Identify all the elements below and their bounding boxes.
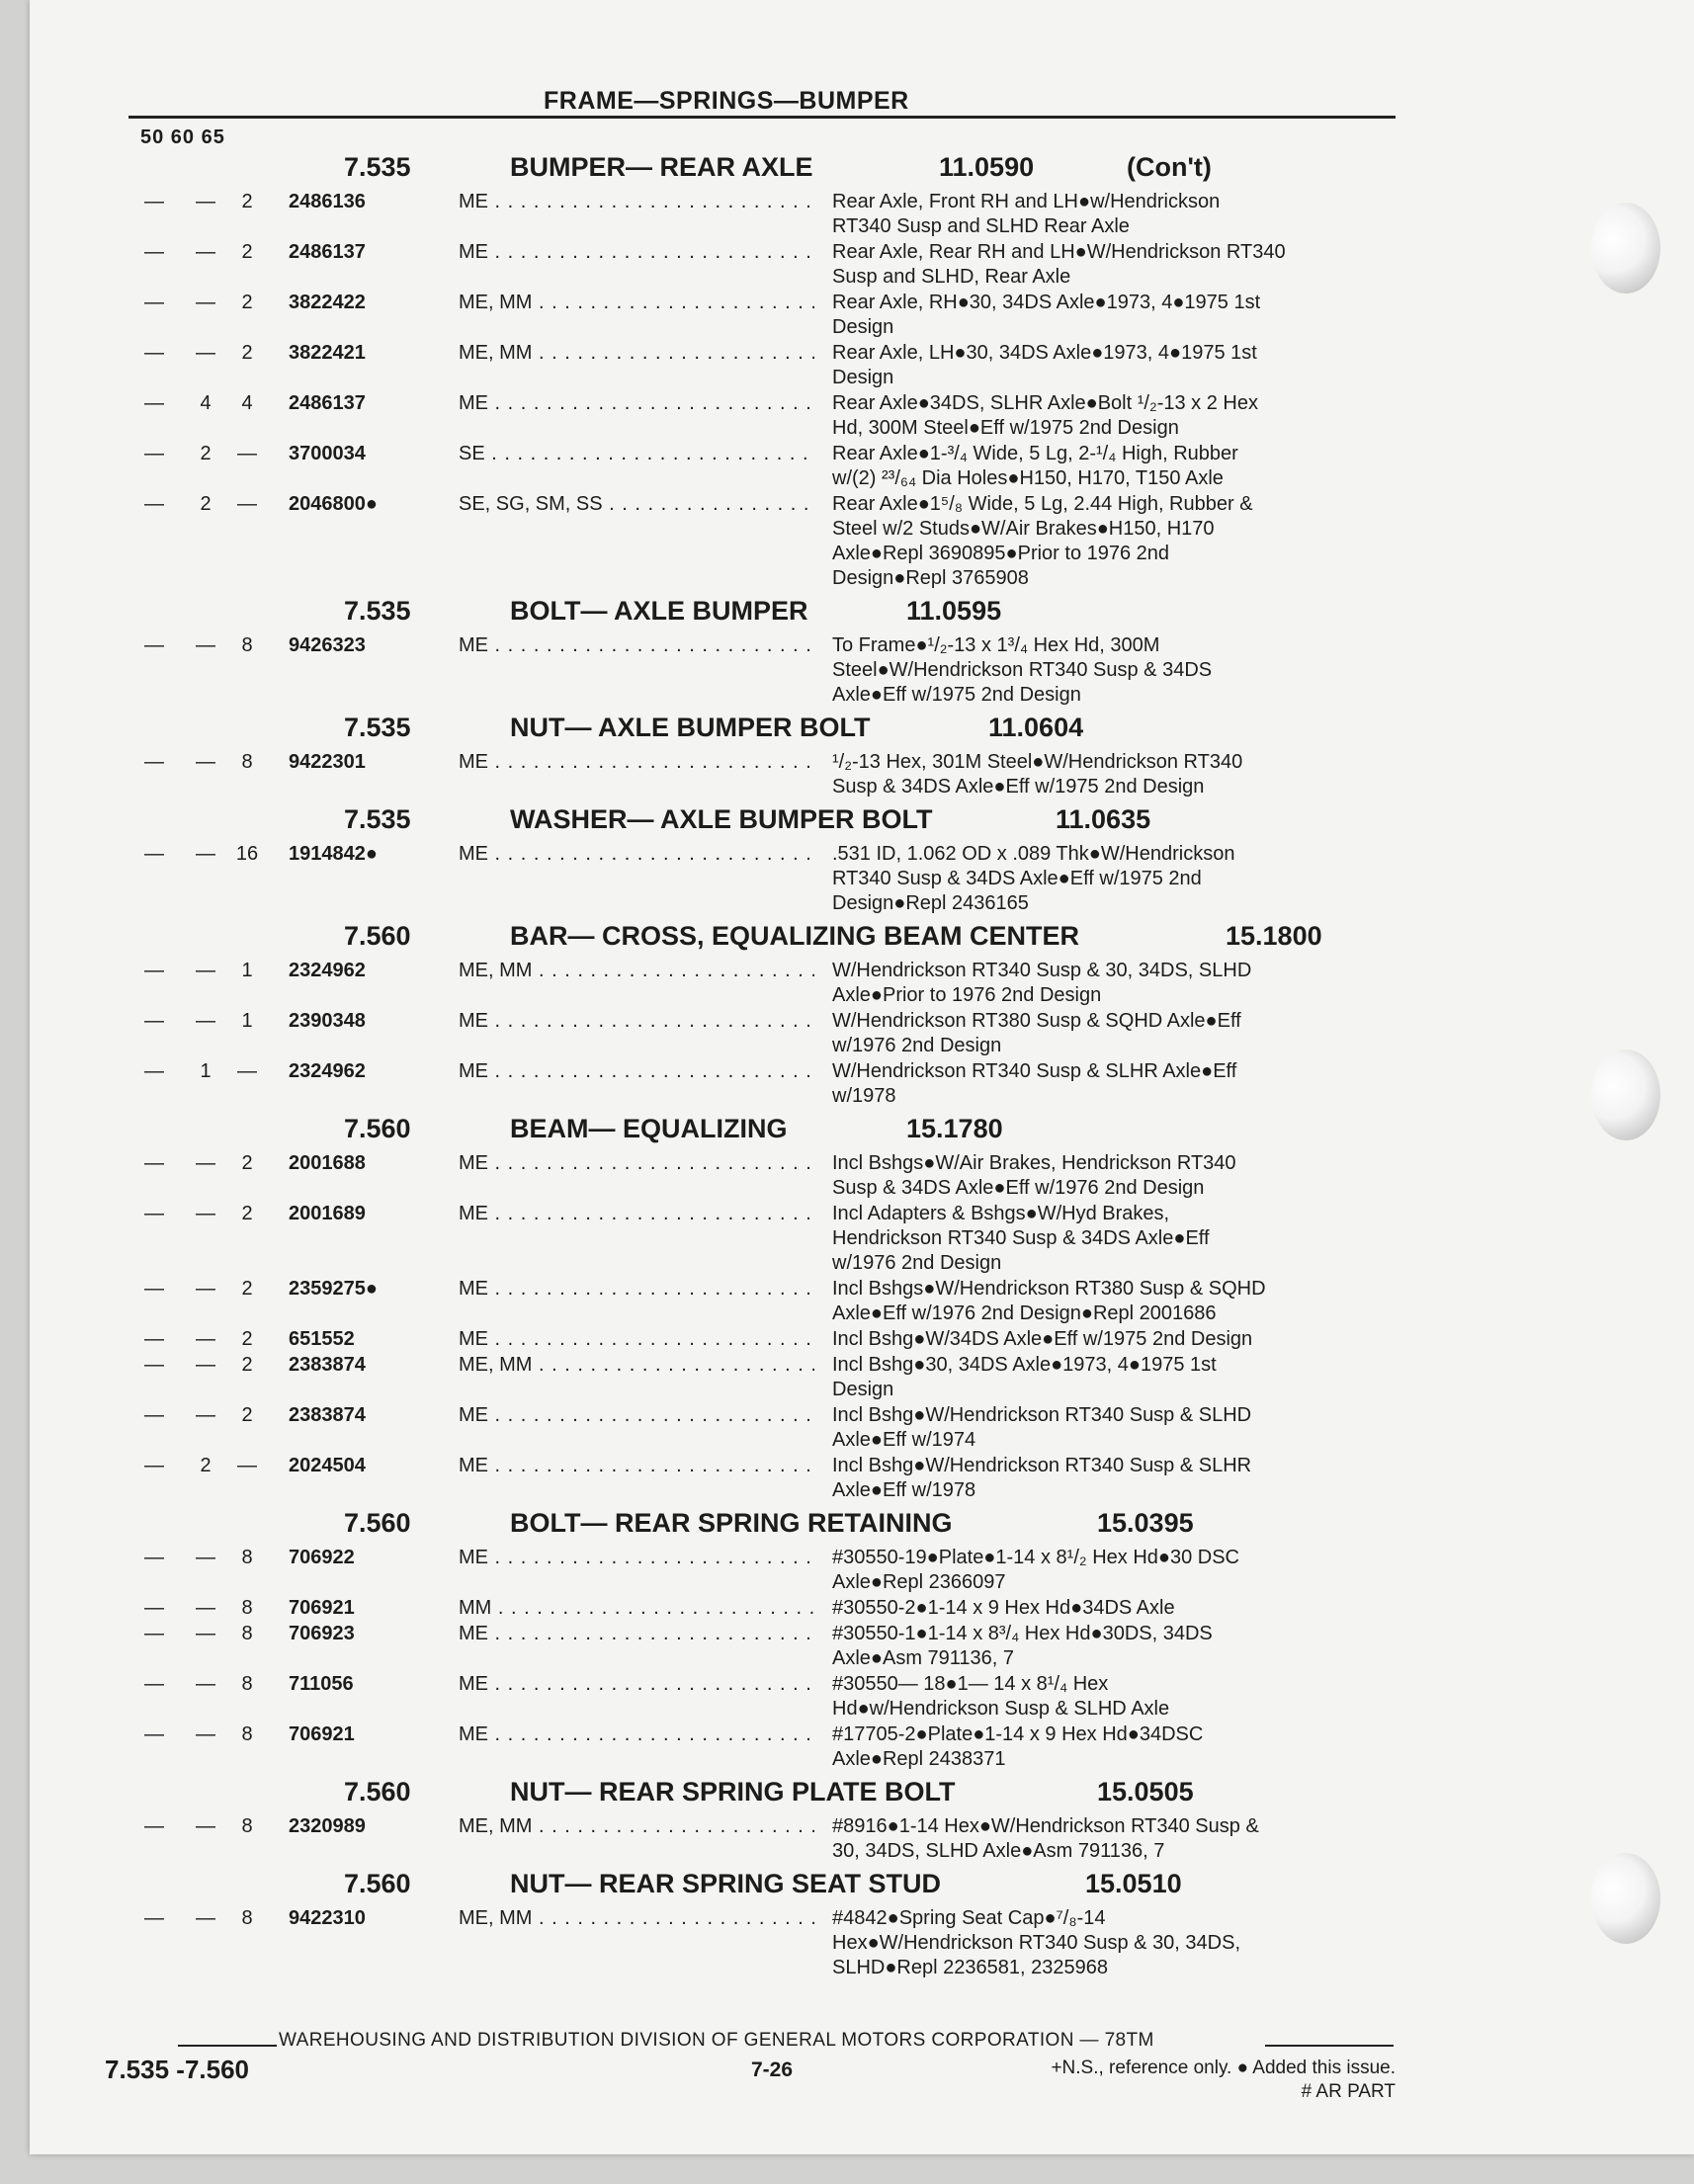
part-number: 2390348 [289,1010,366,1032]
part-description: Rear Axle, RH●30, 34DS Axle●1973, 4●1975 1st Design [832,292,1261,338]
qty-1950: — [144,493,164,515]
section-group-number: 7.535 [344,713,411,742]
section-header [30,917,1694,959]
source-codes: ME . . . [459,1622,814,1646]
part-description: Incl Adapters & Bshgs●W/Hyd Brakes, Hendrickson RT340 Susp & 34DS Axle●Eff w/1976 2nd Design [832,1203,1210,1274]
part-row [30,1403,1694,1453]
section-group-number: 7.560 [344,1869,411,1898]
part-row [30,291,1694,340]
catalog-page [30,0,1694,2154]
qty-1965: — [237,1060,257,1082]
qty-1965: — [237,493,257,515]
qty-1960: — [196,1723,215,1745]
qty-1965: — [237,443,257,464]
section-group-number: 7.535 [344,804,411,834]
part-description: #8916●1-14 Hex●W/Hendrickson RT340 Susp & 30, 34DS, SLHD Axle●Asm 791136, 7 [832,1815,1259,1862]
part-number: 9426323 [289,634,366,656]
qty-1965: 2 [241,342,253,364]
qty-1960: 2 [200,443,212,464]
model-year-columns-header: 50 60 65 [140,126,225,148]
part-description: .531 ID, 1.062 OD x .089 Thk●W/Hendrickson RT340 Susp & 34DS Axle●Eff w/1975 2nd Design●Repl 2436165 [832,843,1235,914]
qty-1960: — [196,960,215,981]
qty-1965: 8 [241,1815,253,1837]
qty-1950: — [144,443,164,464]
qty-1950: — [144,342,164,364]
part-description: #30550-19●Plate●1-14 x 8¹/₂ Hex Hd●30 DSC Axle●Repl 2366097 [832,1547,1239,1593]
source-codes: ME, MM . . . [459,291,814,315]
section-name: WASHER— AXLE BUMPER BOLT [510,804,933,834]
source-codes: SE, SG, SM, SS . . . [459,492,814,517]
part-description: Rear Axle●1⁵/₈ Wide, 5 Lg, 2.44 High, Rubber & Steel w/2 Studs●W/Air Brakes●H150, H170 Axle●Repl 3690895●Prior to 1976 2nd Design●Repl 3765908 [832,493,1253,589]
part-description: Incl Bshg●W/Hendrickson RT340 Susp & SLHR Axle●Eff w/1978 [832,1455,1252,1501]
part-description: ¹/₂-13 Hex, 301M Steel●W/Hendrickson RT340 Susp & 34DS Axle●Eff w/1975 2nd Design [832,751,1243,798]
part-row [30,1202,1694,1276]
section-group-number: 7.560 [344,1777,411,1806]
part-description: W/Hendrickson RT340 Susp & 30, 34DS, SLHD Axle●Prior to 1976 2nd Design [832,960,1252,1006]
part-number: 2320989 [289,1815,366,1837]
source-codes: ME . . . [459,1009,814,1034]
section-header [30,1110,1694,1151]
qty-1965: 2 [241,191,253,212]
section-name: BAR— CROSS, EQUALIZING BEAM CENTER [510,921,1080,951]
qty-1960: — [196,634,215,656]
part-number: 706922 [289,1547,355,1568]
section-name: NUT— AXLE BUMPER BOLT [510,713,871,742]
source-codes: ME . . . [459,1454,814,1478]
section-name: BEAM— EQUALIZING [510,1114,788,1143]
qty-1965: 2 [241,1278,253,1300]
qty-1965: 8 [241,1547,253,1568]
part-number: 706923 [289,1623,355,1644]
section-code: 15.0395 [1097,1508,1194,1538]
part-number: 706921 [289,1597,355,1619]
footer-rule [1265,2045,1394,2047]
qty-1965: 1 [241,1010,253,1032]
qty-1950: — [144,751,164,773]
section-name: BOLT— REAR SPRING RETAINING [510,1508,953,1538]
part-number: 3822422 [289,292,366,313]
part-number: 3700034 [289,443,366,464]
qty-1965: 8 [241,1597,253,1619]
section-group-number: 7.535 [344,152,411,182]
qty-1960: — [196,1547,215,1568]
qty-1965: — [237,1455,257,1476]
section-code: 15.1780 [906,1114,1003,1143]
part-description: Incl Bshgs●W/Hendrickson RT380 Susp & SQHD Axle●Eff w/1976 2nd Design●Repl 2001686 [832,1278,1266,1324]
section-group-number: 7.560 [344,1508,411,1538]
qty-1950: — [144,1815,164,1837]
part-number: 9422301 [289,751,366,773]
part-description: Incl Bshg●30, 34DS Axle●1973, 4●1975 1st Design [832,1354,1217,1400]
qty-1960: — [196,241,215,263]
legend [939,2057,1396,2104]
part-number: 2001689 [289,1203,366,1224]
part-number: 2046800● [289,493,378,515]
source-codes: ME . . . [459,1059,814,1084]
part-row [30,1353,1694,1402]
source-codes: ME . . . [459,1546,814,1570]
source-codes: ME . . . [459,240,814,265]
qty-1950: — [144,1547,164,1568]
part-row [30,1454,1694,1503]
part-row [30,1059,1694,1109]
qty-1950: — [144,191,164,212]
source-codes: ME . . . [459,633,814,658]
source-codes: ME . . . [459,1672,814,1697]
qty-1950: — [144,292,164,313]
section-header [30,1504,1694,1546]
part-number: 2383874 [289,1354,366,1376]
qty-1960: — [196,1597,215,1619]
source-codes: ME . . . [459,190,814,214]
part-number: 2359275● [289,1278,378,1300]
qty-1965: 2 [241,1328,253,1350]
section-name: BUMPER— REAR AXLE [510,152,813,182]
qty-1950: — [144,1152,164,1174]
part-row [30,240,1694,290]
source-codes: ME, MM . . . [459,1814,814,1839]
section-name: NUT— REAR SPRING PLATE BOLT [510,1777,956,1806]
section-code: 11.0590 [939,152,1035,182]
legend-line: # AR PART [1301,2081,1396,2102]
qty-1950: — [144,1010,164,1032]
part-number: 3822421 [289,342,366,364]
qty-1950: — [144,960,164,981]
section-code: 11.0635 [1056,804,1151,834]
qty-1950: — [144,1673,164,1695]
qty-1965: 8 [241,1907,253,1929]
parts-list [30,148,1694,1981]
part-row [30,1722,1694,1772]
part-description: W/Hendrickson RT380 Susp & SQHD Axle●Eff w/1976 2nd Design [832,1010,1241,1056]
part-description: #30550-2●1-14 x 9 Hex Hd●34DS Axle [832,1597,1175,1619]
qty-1960: — [196,1328,215,1350]
source-codes: ME . . . [459,1277,814,1302]
qty-1960: — [196,1623,215,1644]
qty-1965: 16 [235,843,259,865]
part-row [30,1009,1694,1058]
part-row [30,1327,1694,1352]
section-header [30,800,1694,842]
part-number: 2324962 [289,960,366,981]
qty-1965: 2 [241,1152,253,1174]
source-codes: ME . . . [459,1722,814,1747]
source-codes: MM . . . [459,1596,814,1621]
page-number: 7-26 [751,2058,794,2081]
qty-1950: — [144,1723,164,1745]
part-row [30,959,1694,1008]
section-header [30,592,1694,633]
source-codes: ME, MM . . . [459,1906,814,1931]
part-number: 706921 [289,1723,355,1745]
qty-1950: — [144,1597,164,1619]
part-row [30,633,1694,708]
part-description: Incl Bshg●W/Hendrickson RT340 Susp & SLHD Axle●Eff w/1974 [832,1404,1252,1451]
page-title: FRAME—SPRINGS—BUMPER [544,87,909,115]
part-number: 2486137 [289,392,366,414]
part-row [30,341,1694,390]
section-group-number: 7.560 [344,1114,411,1143]
part-description: #30550-1●1-14 x 8³/₄ Hex Hd●30DS, 34DS Axle●Asm 791136, 7 [832,1623,1213,1669]
part-row [30,842,1694,916]
qty-1960: — [196,843,215,865]
qty-1950: — [144,1203,164,1224]
qty-1950: — [144,392,164,414]
part-description: Rear Axle, LH●30, 34DS Axle●1973, 4●1975 1st Design [832,342,1257,388]
qty-1960: — [196,751,215,773]
qty-1960: 2 [200,493,212,515]
part-number: 9422310 [289,1907,366,1929]
qty-1960: 1 [200,1060,212,1082]
source-codes: ME, MM . . . [459,341,814,366]
part-number: 2383874 [289,1404,366,1426]
section-code: 15.0505 [1097,1777,1194,1806]
qty-1950: — [144,1328,164,1350]
footer-rule [178,2045,277,2047]
part-description: W/Hendrickson RT340 Susp & SLHR Axle●Eff w/1978 [832,1060,1237,1107]
part-description: Incl Bshg●W/34DS Axle●Eff w/1975 2nd Design [832,1328,1253,1350]
part-description: Rear Axle, Front RH and LH●w/Hendrickson RT340 Susp and SLHD Rear Axle [832,191,1221,237]
part-description: #4842●Spring Seat Cap●⁷/₈-14 Hex●W/Hendrickson RT340 Susp & 30, 34DS, SLHD●Repl 2236581, 2325968 [832,1907,1241,1978]
part-description: Rear Axle, Rear RH and LH●W/Hendrickson RT340 Susp and SLHD, Rear Axle [832,241,1286,288]
section-name: NUT— REAR SPRING SEAT STUD [510,1869,942,1898]
qty-1960: — [196,191,215,212]
part-number: 651552 [289,1328,355,1350]
qty-1960: — [196,292,215,313]
part-row [30,1622,1694,1671]
qty-1965: 8 [241,751,253,773]
part-row [30,1596,1694,1621]
qty-1950: — [144,1060,164,1082]
source-codes: ME . . . [459,842,814,867]
qty-1960: — [196,1010,215,1032]
part-row [30,1151,1694,1201]
section-code: 11.0604 [988,713,1084,742]
part-row [30,492,1694,591]
qty-1965: 2 [241,1354,253,1376]
part-row [30,190,1694,239]
qty-1950: — [144,1455,164,1476]
qty-1960: 4 [200,392,212,414]
section-header [30,1773,1694,1814]
part-row [30,1672,1694,1722]
qty-1960: — [196,1278,215,1300]
header-rule [128,116,1396,119]
qty-1965: 8 [241,1623,253,1644]
qty-1965: 8 [241,634,253,656]
qty-1950: — [144,1623,164,1644]
source-codes: SE . . . [459,442,814,466]
qty-1960: — [196,1404,215,1426]
source-codes: ME . . . [459,1151,814,1176]
source-codes: ME, MM . . . [459,959,814,983]
section-header [30,148,1694,190]
part-row [30,442,1694,491]
footer-text: WAREHOUSING AND DISTRIBUTION DIVISION OF GENERAL MOTORS CORPORATION — 78TM [279,2030,1154,2051]
part-description: #17705-2●Plate●1-14 x 9 Hex Hd●34DSC Axle●Repl 2438371 [832,1723,1204,1770]
part-number: 1914842● [289,843,378,865]
qty-1965: 8 [241,1723,253,1745]
part-row [30,1277,1694,1326]
part-description: Incl Bshgs●W/Air Brakes, Hendrickson RT340 Susp & 34DS Axle●Eff w/1976 2nd Design [832,1152,1236,1199]
qty-1965: 4 [241,392,253,414]
part-description: To Frame●¹/₂-13 x 1³/₄ Hex Hd, 300M Steel●W/Hendrickson RT340 Susp & 34DS Axle●Eff w/1975 2nd Design [832,634,1213,706]
qty-1950: — [144,1278,164,1300]
qty-1950: — [144,1404,164,1426]
qty-1965: 2 [241,1404,253,1426]
legend-line: +N.S., reference only. ● Added this issue. [1051,2058,1396,2078]
qty-1960: — [196,342,215,364]
part-row [30,1546,1694,1595]
section-suffix: (Con't) [1127,152,1212,182]
section-group-number: 7.560 [344,921,411,951]
part-row [30,391,1694,441]
qty-1965: 2 [241,241,253,263]
source-codes: ME, MM . . . [459,1353,814,1378]
section-name: BOLT— AXLE BUMPER [510,596,808,626]
part-row [30,1814,1694,1864]
qty-1960: — [196,1203,215,1224]
source-codes: ME . . . [459,1202,814,1226]
qty-1950: — [144,1354,164,1376]
part-row [30,1906,1694,1980]
qty-1960: — [196,1152,215,1174]
qty-1950: — [144,634,164,656]
qty-1960: — [196,1815,215,1837]
qty-1960: — [196,1907,215,1929]
qty-1960: — [196,1354,215,1376]
qty-1950: — [144,1907,164,1929]
part-description: Rear Axle●34DS, SLHR Axle●Bolt ¹/₂-13 x 2 Hex Hd, 300M Steel●Eff w/1975 2nd Design [832,392,1258,439]
qty-1960: — [196,1673,215,1695]
part-row [30,750,1694,799]
part-description: #30550— 18●1— 14 x 8¹/₄ Hex Hd●w/Hendrickson Susp & SLHD Axle [832,1673,1170,1720]
part-number: 2324962 [289,1060,366,1082]
part-description: Rear Axle●1-³/₄ Wide, 5 Lg, 2-¹/₄ High, Rubber w/(2) ²³/₆₄ Dia Holes●H150, H170, T150 Axle [832,443,1238,489]
qty-1965: 2 [241,292,253,313]
source-codes: ME . . . [459,750,814,775]
page-range: 7.535 -7.560 [105,2055,250,2084]
section-header [30,1865,1694,1906]
part-number: 2024504 [289,1455,366,1476]
section-code: 15.1800 [1226,921,1322,951]
qty-1965: 8 [241,1673,253,1695]
section-group-number: 7.535 [344,596,411,626]
section-code: 15.0510 [1085,1869,1182,1898]
part-number: 2001688 [289,1152,366,1174]
qty-1965: 1 [241,960,253,981]
section-code: 11.0595 [906,596,1002,626]
part-number: 2486136 [289,191,366,212]
qty-1960: 2 [200,1455,212,1476]
source-codes: ME . . . [459,1327,814,1352]
qty-1950: — [144,241,164,263]
source-codes: ME . . . [459,1403,814,1428]
section-header [30,709,1694,750]
source-codes: ME . . . [459,391,814,416]
part-number: 2486137 [289,241,366,263]
part-number: 711056 [289,1673,354,1695]
qty-1965: 2 [241,1203,253,1224]
qty-1950: — [144,843,164,865]
